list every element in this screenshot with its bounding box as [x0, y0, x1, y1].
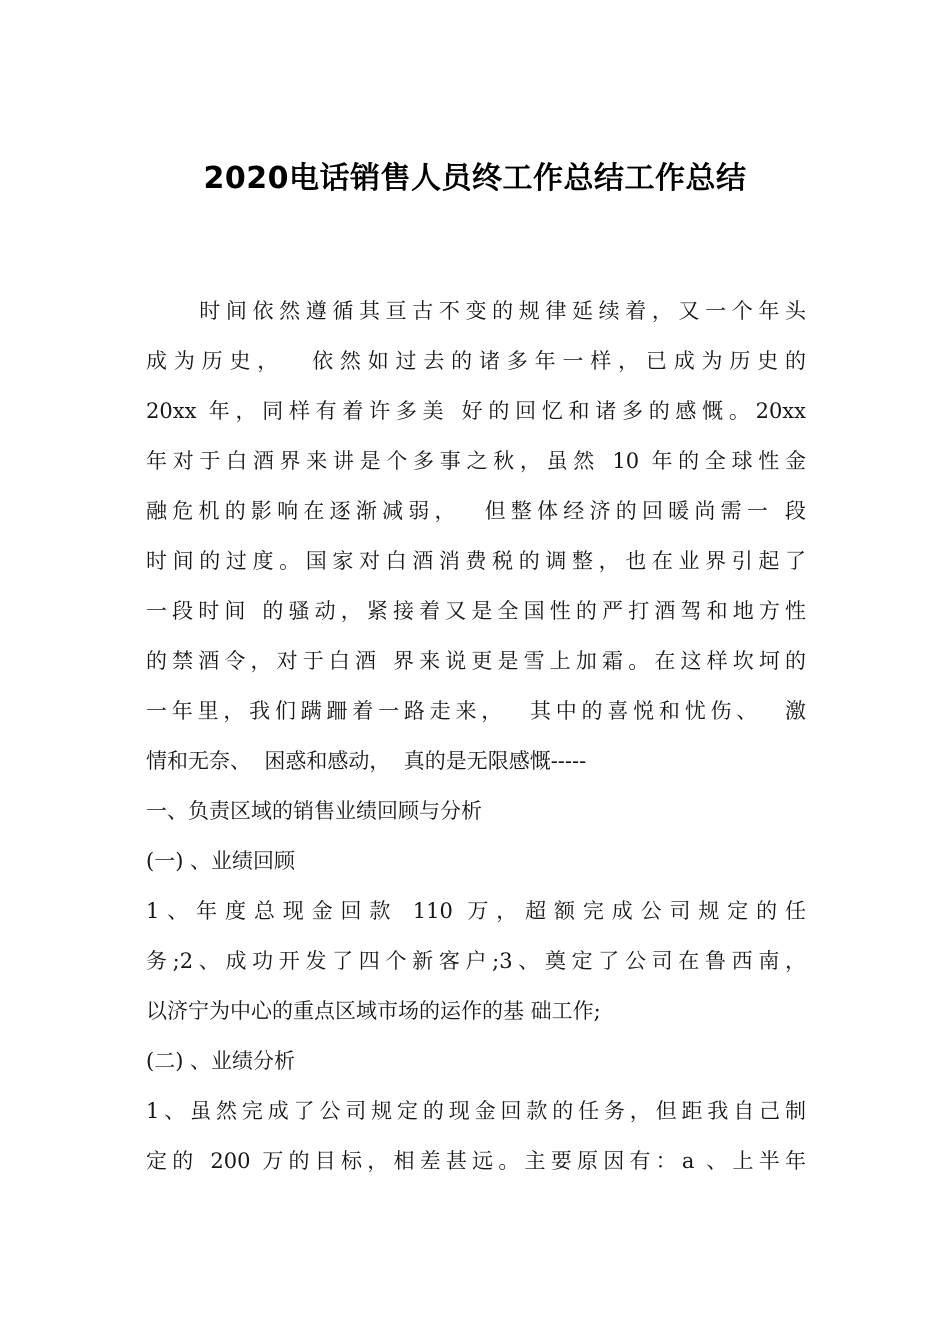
body-line: 以济宁为中心的重点区域市场的运作的基 础工作; — [146, 999, 601, 1023]
body-line: 定的 200 万的目标，相差甚远。主要原因有：a 、上半年 — [146, 1149, 806, 1173]
body-line: 20xx 年，同样有着许多美 好的回忆和诸多的感慨。20xx — [146, 399, 806, 423]
section-heading: 一、负责区域的销售业绩回顾与分析 — [146, 799, 482, 823]
subsection-heading: (二) 、业绩分析 — [146, 1049, 296, 1073]
body-line: 一年里，我们蹒跚着一路走来， 其中的喜悦和忧伤、 激 — [146, 699, 806, 723]
body-line: 一段时间 的骚动，紧接着又是全国性的严打酒驾和地方性 — [146, 599, 806, 623]
body-line: 年对于白酒界来讲是个多事之秋，虽然 10 年的全球性金 — [146, 449, 806, 473]
body-line: 1、虽然完成了公司规定的现金回款的任务，但距我自己制 — [146, 1099, 806, 1123]
body-line: 时间的过度。国家对白酒消费税的调整，也在业界引起了 — [146, 549, 806, 573]
body-line: 成为历史， 依然如过去的诸多年一样，已成为历史的 — [146, 349, 806, 373]
body-line: 的禁酒令，对于白酒 界来说更是雪上加霜。在这样坎坷的 — [146, 649, 806, 673]
body-line: 1、年度总现金回款 110 万，超额完成公司规定的任 — [146, 899, 806, 923]
document-title: 2020电话销售人员终工作总结工作总结 — [203, 161, 747, 196]
body-line: 务;2、成功开发了四个新客户;3、奠定了公司在鲁西南， — [146, 949, 806, 973]
body-line: 情和无奈、 困惑和感动， 真的是无限感慨----- — [146, 749, 587, 773]
body-line: 时间依然遵循其亘古不变的规律延续着，又一个年头 — [146, 299, 806, 323]
body-line: 融危机的影响在逐渐减弱， 但整体经济的回暖尚需一 段 — [146, 499, 806, 523]
subsection-heading: (一) 、业绩回顾 — [146, 849, 296, 873]
